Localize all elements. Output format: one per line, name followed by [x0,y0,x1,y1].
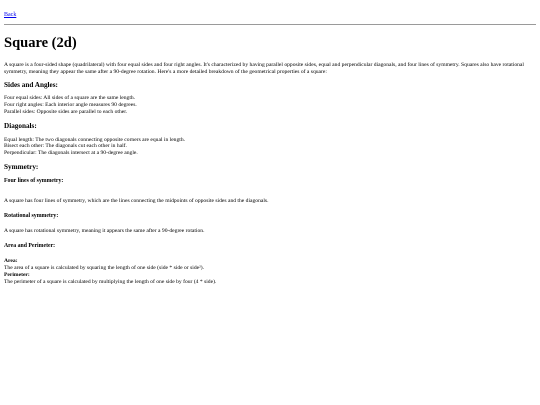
list-item: Parallel sides: Opposite sides are parallel to each other. [4,108,128,115]
area-perimeter-details [4,258,536,286]
back-link[interactable]: Back [4,12,17,18]
list-item: Four right angles: Each interior angle measures 90 degrees. [4,101,137,108]
list-item: Four equal sides: All sides of a square are the same length. [4,94,136,101]
sides-angles-heading: Sides and Angles: [4,80,58,89]
header-divider [4,24,536,25]
intro-paragraph: A square is a four-sided shape (quadrilateral) with four equal sides and four right angles. It's characterized by having parallel opposite sides, equal and perpendicular diagonals, and four lines of symmetry. Squares also have rotational symmetry, meaning they appear the same after a 90-degree rotation. Here's a more detailed breakdown of the geometrical properties of a square: [4,62,524,75]
rotational-symmetry-text: A square has rotational symmetry, meaning it appears the same after a 90-degree rotation. [4,228,205,235]
diagonals-heading: Diagonals: [4,121,37,130]
area-perimeter-heading: Area and Perimeter: [4,243,56,250]
four-lines-text: A square has four lines of symmetry, which are the lines connecting the midpoints of opposite sides and the diagonals. [4,198,269,205]
area-text: The area of a square is calculated by squaring the length of one side (side * side or side²). [4,264,205,271]
sides-angles-list [4,95,536,116]
list-item: Bisect each other: The diagonals cut each other in half. [4,143,127,150]
perimeter-text: The perimeter of a square is calculated by multiplying the length of one side by four (4 * side). [4,278,217,285]
perimeter-label: Perimeter: [4,271,30,278]
page-title: Square (2d) [4,35,77,51]
area-label: Area: [4,258,18,265]
symmetry-heading: Symmetry: [4,163,39,172]
rotational-symmetry-heading: Rotational symmetry: [4,213,59,220]
list-item: Equal length: The two diagonals connecting opposite corners are equal in length. [4,136,186,143]
four-lines-heading: Four lines of symmetry: [4,178,64,185]
list-item: Perpendicular: The diagonals intersect at a 90-degree angle. [4,150,138,157]
diagonals-list [4,137,536,158]
